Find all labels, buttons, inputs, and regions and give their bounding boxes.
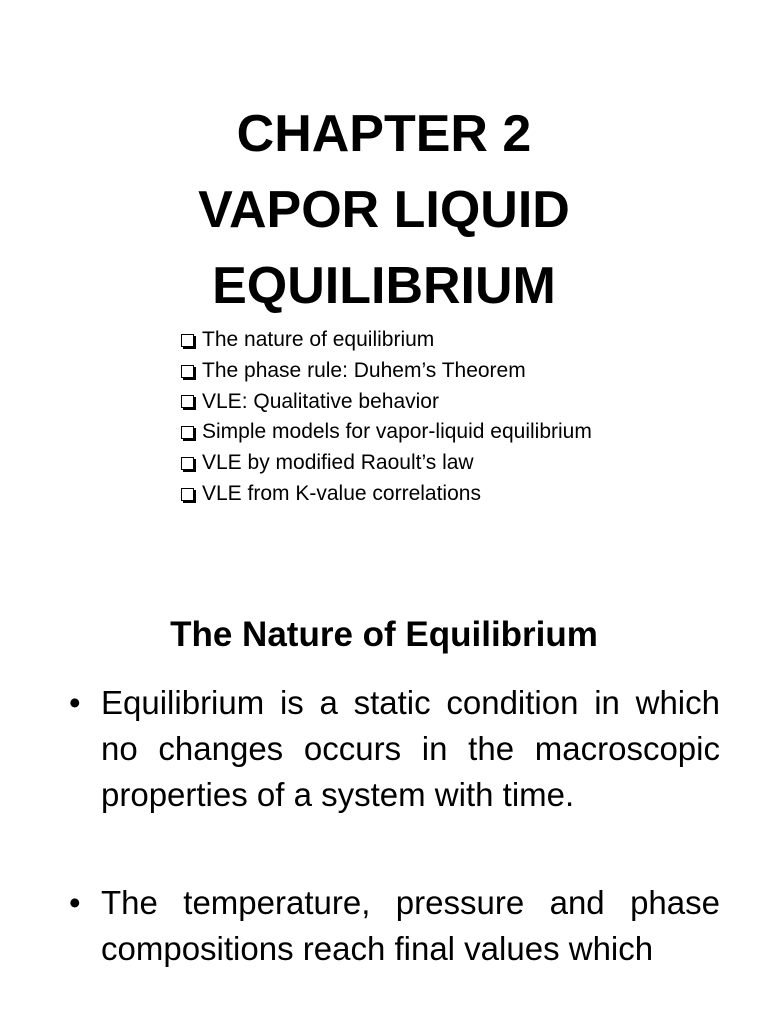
section-title: The Nature of Equilibrium: [170, 615, 598, 654]
topic-list: [181, 325, 592, 510]
topic-label: Simple models for vapor-liquid equilibrium: [202, 420, 592, 444]
topic-item: [181, 325, 592, 356]
checkbox-icon: [181, 395, 194, 408]
topic-item: [181, 417, 592, 448]
topic-item: [181, 387, 592, 418]
topic-label: VLE: Qualitative behavior: [202, 389, 439, 413]
topic-label: VLE by modified Raoult’s law: [202, 451, 474, 475]
topic-label: VLE from K-value correlations: [202, 481, 481, 505]
chapter-title-line: VAPOR LIQUID: [198, 181, 570, 239]
checkbox-icon: [181, 457, 194, 470]
slide-nature-of-equilibrium: [0, 560, 768, 1024]
bullet-text: Equilibrium is a static condition in which no changes occurs in the macroscopic properties of a system with time.: [101, 684, 720, 813]
bullet-icon: •: [69, 884, 81, 921]
chapter-title-line: CHAPTER 2: [236, 105, 532, 163]
topic-label: The nature of equilibrium: [202, 328, 435, 351]
checkbox-icon: [181, 426, 194, 439]
bullet-item: [66, 680, 720, 818]
checkbox-icon: [181, 365, 194, 378]
topic-item: [181, 356, 592, 387]
bullet-item: [66, 880, 720, 972]
checkbox-icon: [181, 488, 194, 501]
bullet-icon: •: [69, 684, 81, 721]
topic-item: [181, 448, 592, 479]
topic-label: The phase rule: Duhem’s Theorem: [202, 358, 526, 382]
topic-item: [181, 479, 592, 510]
bullet-list: [66, 680, 720, 972]
chapter-title-line: EQUILIBRIUM: [212, 257, 556, 315]
checkbox-icon: [181, 334, 194, 347]
bullet-text: The temperature, pressure and phase compositions reach final values which: [101, 884, 720, 967]
chapter-title: [0, 96, 768, 324]
